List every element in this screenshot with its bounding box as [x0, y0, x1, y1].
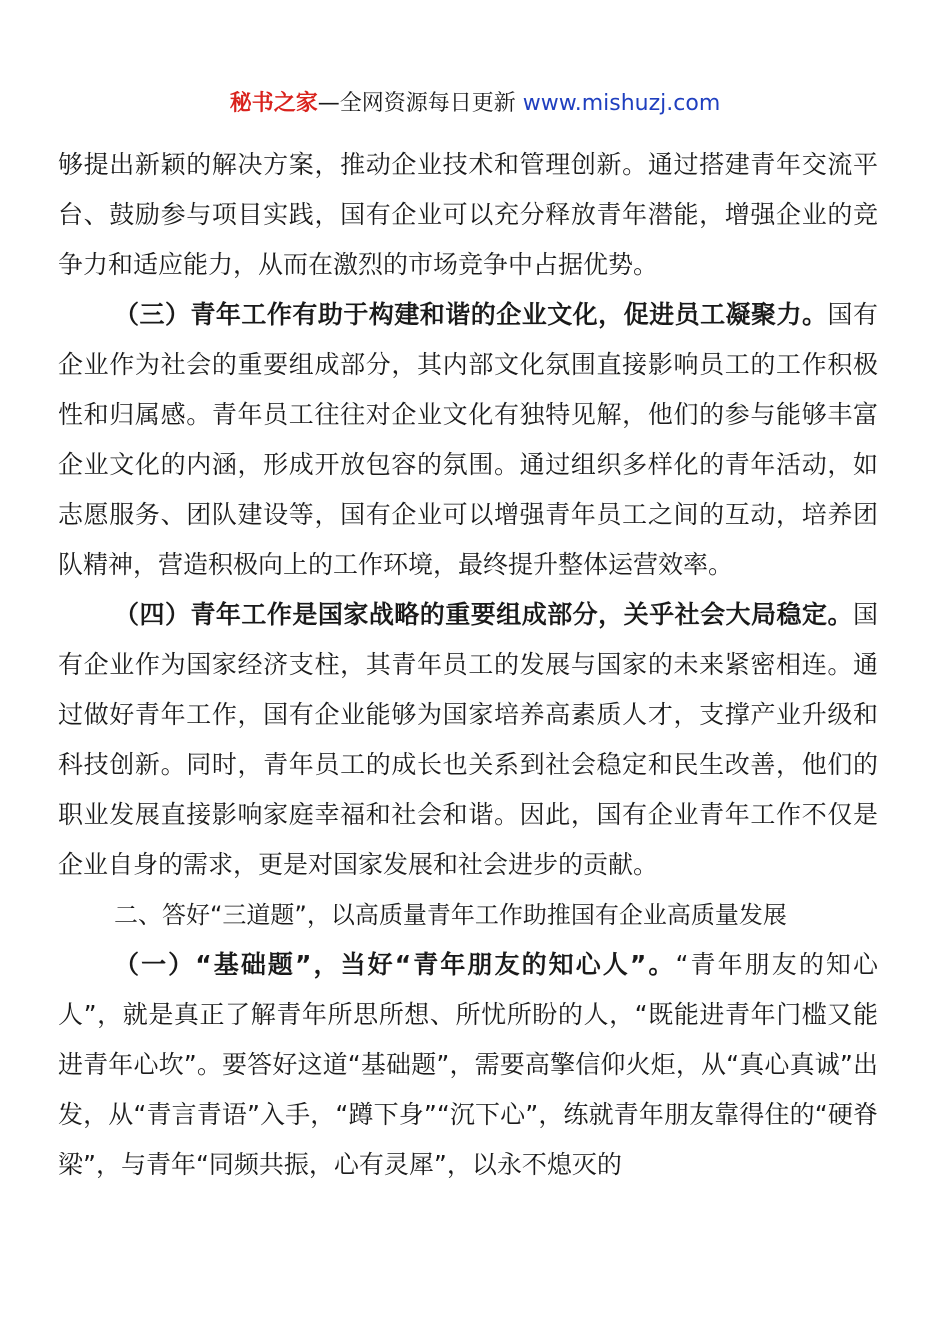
paragraph-heading: （一）“基础题”，当好“青年朋友的知心人”。 — [114, 950, 676, 979]
paragraph-section-4 — [58, 590, 878, 890]
site-header — [0, 88, 950, 120]
brand-name: 秘书之家 — [229, 91, 318, 116]
paragraph-text: 够提出新颖的解决方案，推动企业技术和管理创新。通过搭建青年交流平台、鼓励参与项目实践，国有企业可以充分释放青年潜能，增强企业的竞争力和适应能力，从而在激烈的市场竞争中占据优势。 — [58, 150, 878, 279]
section-heading-2 — [58, 890, 878, 940]
paragraph-section-3 — [58, 290, 878, 590]
paragraph-heading: （三）青年工作有助于构建和谐的企业文化，促进员工凝聚力。 — [114, 300, 828, 329]
paragraph-subsection-1 — [58, 940, 878, 1190]
paragraph-heading: （四）青年工作是国家战略的重要组成部分，关乎社会大局稳定。 — [114, 600, 853, 629]
paragraph-text: 国有企业作为国家经济支柱，其青年员工的发展与国家的未来紧密相连。通过做好青年工作，国有企业能够为国家培养高素质人才，支撑产业升级和科技创新。同时，青年员工的成长也关系到社会稳定和民生改善，他们的职业发展直接影响家庭幸福和社会和谐。因此，国有企业青年工作不仅是企业自身的需求，更是对国家发展和社会进步的贡献。 — [58, 600, 878, 879]
section-heading-text: 二、答好“三道题”，以高质量青年工作助推国有企业高质量发展 — [114, 901, 787, 929]
document-body — [58, 140, 878, 1190]
paragraph-continuation — [58, 140, 878, 290]
paragraph-text: 国有企业作为社会的重要组成部分，其内部文化氛围直接影响员工的工作积极性和归属感。青年员工往往对企业文化有独特见解，他们的参与能够丰富企业文化的内涵，形成开放包容的氛围。通过组织多样化的青年活动，如志愿服务、团队建设等，国有企业可以增强青年员工之间的互动，培养团队精神，营造积极向上的工作环境，最终提升整体运营效率。 — [58, 300, 878, 579]
paragraph-text: “青年朋友的知心人”，就是真正了解青年所思所想、所忧所盼的人，“既能进青年门槛又能进青年心坎”。要答好这道“基础题”，需要高擎信仰火炬，从“真心真诚”出发，从“青言青语”入手，“蹲下身”“沉下心”，练就青年朋友靠得住的“硬脊梁”，与青年“同频共振，心有灵犀”，以永不熄灭的 — [58, 950, 878, 1179]
site-url-link[interactable]: www.mishuzj.com — [522, 91, 721, 116]
header-tagline: —全网资源每日更新 — [317, 91, 516, 116]
